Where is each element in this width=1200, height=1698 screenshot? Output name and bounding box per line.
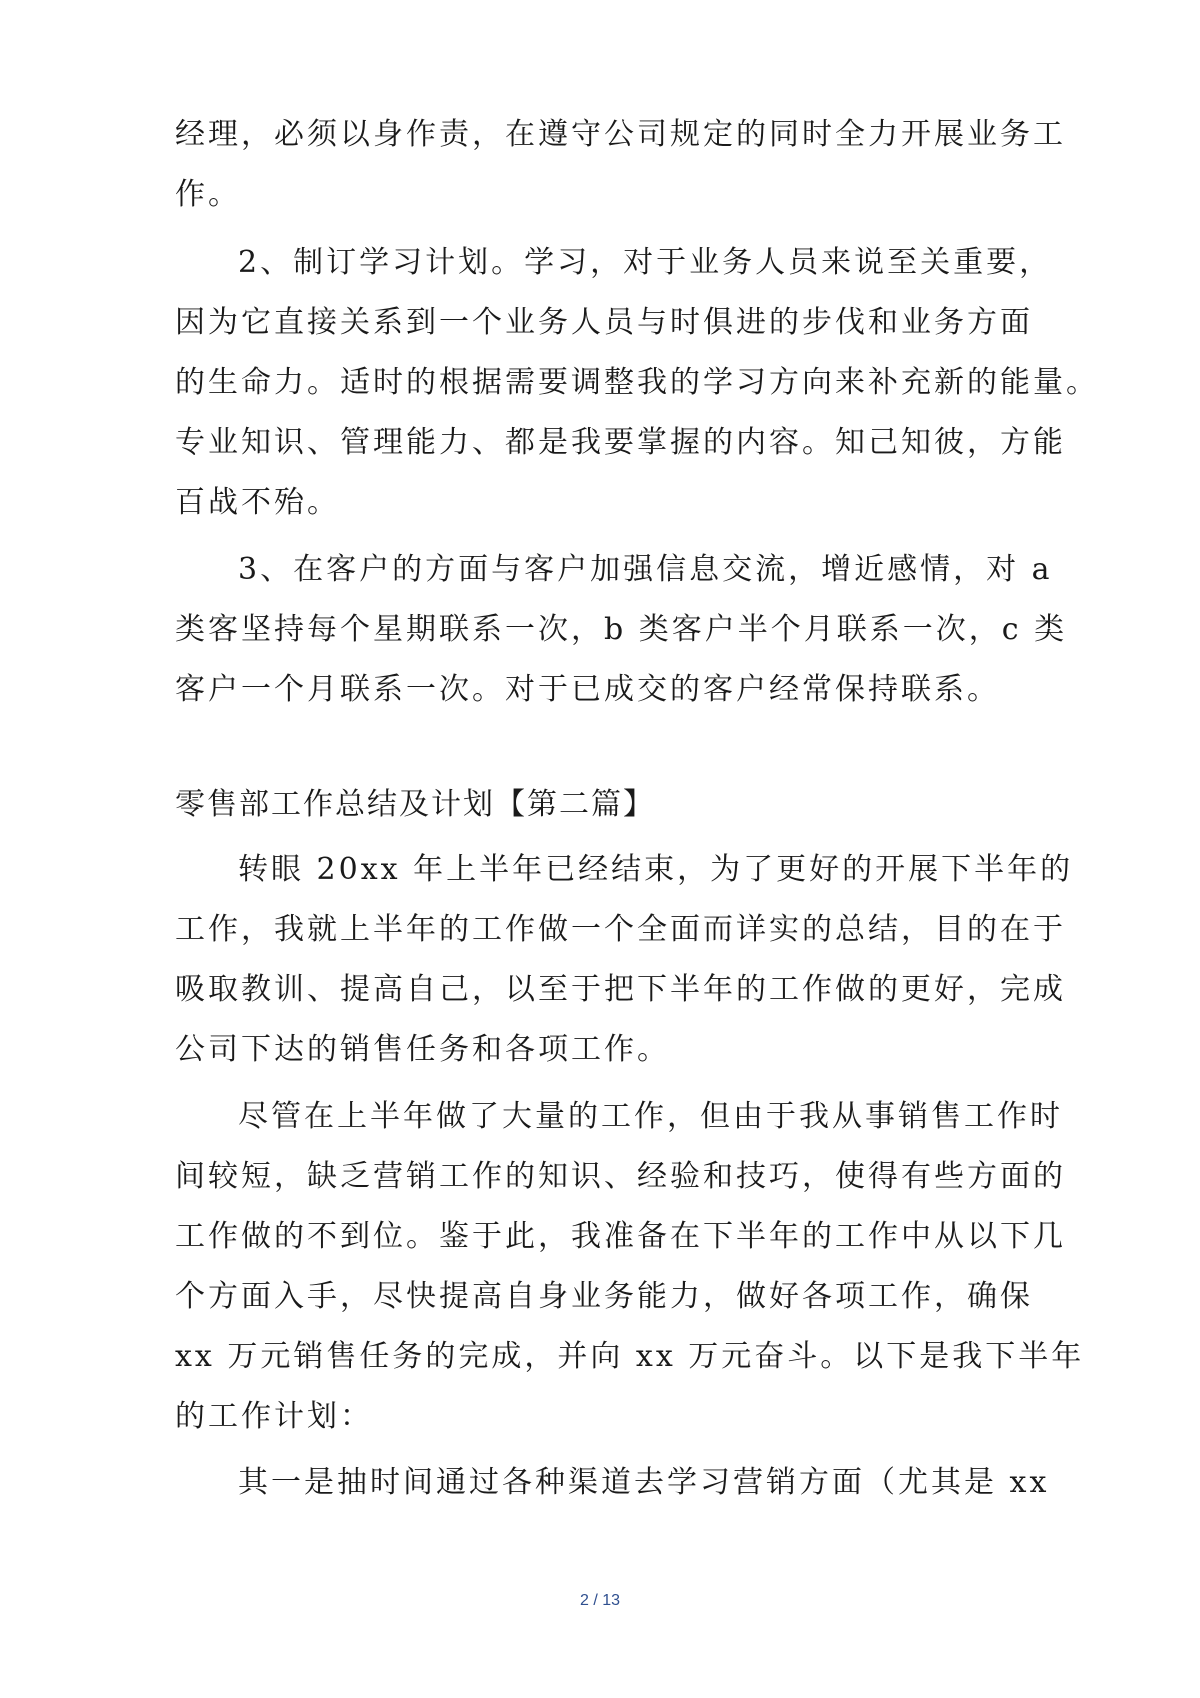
text-line: 类客坚持每个星期联系一次，b 类客户半个月联系一次，c 类: [175, 612, 1068, 647]
section-heading: 零售部工作总结及计划【第二篇】: [175, 787, 655, 822]
text-line: xx 万元销售任务的完成，并向 xx 万元奋斗。以下是我下半年: [175, 1339, 1085, 1374]
text-line: 尽管在上半年做了大量的工作，但由于我从事销售工作时: [238, 1099, 1063, 1134]
text-line: 作。: [175, 177, 241, 212]
text-line: 经理，必须以身作责，在遵守公司规定的同时全力开展业务工: [175, 117, 1066, 152]
text-line: 间较短，缺乏营销工作的知识、经验和技巧，使得有些方面的: [175, 1159, 1066, 1194]
page-number: 2 / 13: [579, 1592, 621, 1609]
text-line: 其一是抽时间通过各种渠道去学习营销方面（尤其是 xx: [238, 1465, 1050, 1500]
text-line: 专业知识、管理能力、都是我要掌握的内容。知己知彼，方能: [175, 425, 1066, 460]
text-line: 转眼 20xx 年上半年已经结束，为了更好的开展下半年的: [238, 852, 1074, 887]
text-line: 吸取教训、提高自己，以至于把下半年的工作做的更好，完成: [175, 972, 1066, 1007]
text-line: 3、在客户的方面与客户加强信息交流，增近感情，对 a: [238, 552, 1053, 587]
text-line: 个方面入手，尽快提高自身业务能力，做好各项工作，确保: [175, 1279, 1033, 1314]
text-line: 公司下达的销售任务和各项工作。: [175, 1032, 670, 1067]
text-line: 百战不殆。: [175, 485, 340, 520]
text-line: 工作做的不到位。鉴于此，我准备在下半年的工作中从以下几: [175, 1219, 1066, 1254]
text-line: 因为它直接关系到一个业务人员与时俱进的步伐和业务方面: [175, 305, 1033, 340]
text-line: 的工作计划：: [175, 1399, 373, 1434]
text-line: 2、制订学习计划。学习，对于业务人员来说至关重要，: [238, 245, 1053, 280]
text-line: 工作，我就上半年的工作做一个全面而详实的总结，目的在于: [175, 912, 1066, 947]
text-line: 的生命力。适时的根据需要调整我的学习方向来补充新的能量。: [175, 365, 1099, 400]
text-line: 客户一个月联系一次。对于已成交的客户经常保持联系。: [175, 672, 1000, 707]
